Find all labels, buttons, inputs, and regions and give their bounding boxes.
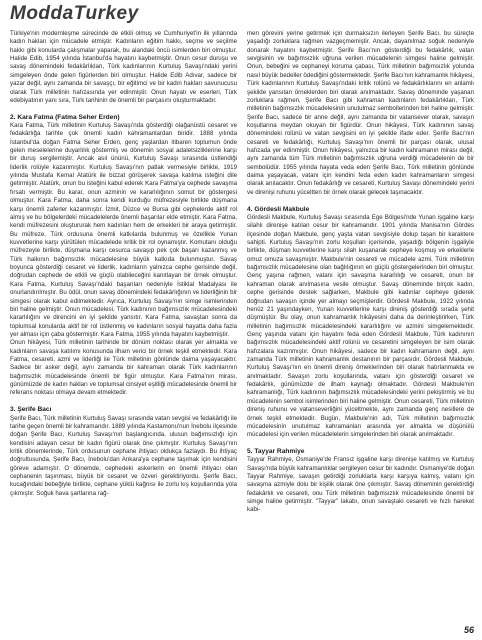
section-5-paragraph-1: Tayyar Rahmiye, Osmaniye'de Fransız işgaline karşı direnişe katılmış ve Kurtuluş Savaşı'nda büyük kahramanlıklar sergileyen cesur bir kadındır. Osmaniye'de doğan Tayyar Rahmiye, savaşın getirdiği zorluklarla karşı karşıya kalmış, vatanı için savaşma azmiyle dolu bir kişilik olarak öne çıkmıştır. Savaş döneminin gerektirdiği fedakârlık ve cesareti, onu Türk milletinin bağımsızlık mücadelesinde önemli bir simge haline getirmiştir. "Tayyar" lakabı, onun savaştaki cesareti ve hızlı hareket kabi-: [247, 456, 474, 514]
paragraph-gap: [10, 105, 237, 113]
magazine-masthead: ModdaTurkey: [10, 3, 139, 24]
section-4-paragraph-1: Gördesli Makbule, Kurtuluş Savaşı sırasında Ege Bölgesi'nde Yunan işgaline karşı silahlı direnişe katılan cesur bir kahramandır. 1901 yılında Manisa'nın Gördes ilçesinde doğan Makbule, genç yaşta vatan sevgisiyle dolup taşan bir karaktere sahipti. Kurtuluş Savaşı'nın zorlu koşulları içerisinde, yaşadığı bölgenin işgaliyle birlikte, düşman kuvvetlerine karşı silah kuşanarak cepheye koşmuş ve erkeklerle omuz omuza savaşmıştır. Makbule'nin cesareti ve mücadele azmi, Türk milletinin bağımsızlık mücadelesine olan bağlılığının en güçlü göstergelerinden biri olmuştur. Genç yaşına rağmen, vatanı için savaşma kararlılığı ve cesareti, onun bir kahraman olarak anılmasına vesile olmuştur. Savaş döneminde birçok kadın, cephe gerisinde destek sağlarken, Makbule gibi kadınlar cepheye giderek doğrudan savaşın içinde yer almayı seçmişlerdir. Gördesli Makbule, 1922 yılında henüz 21 yaşındayken, Yunan kuvvetlerine karşı direniş gösterdiği sırada şehit düşmüştür. Bu olay, onun kahramanlık hikâyesini daha da derinleştirirken, Türk milletinin bağımsızlık mücadelesindeki kararlılığını ve azmini simgelemektedir. Genç yaşında vatanı için hayatını feda eden Gördesli Makbule, Türk kadınının bağımsızlık mücadelesindeki aktif rolünü ve cesaretini simgeleyen bir isim olarak hafızalara kazınmıştır. Onun hikâyesi, sadece bir kadın kahramanın değil, aynı zamanda Türk milletinin kahramanlık destanının bir parçasıdır. Gördesli Makbule, Kurtuluş Savaşı'nın en önemli direniş örneklerinden biri olarak hatırlanmakta ve anılmaktadır. Savaşın zorlu koşullarında, vatanı için gösterdiği cesaret ve fedakârlık, günümüzde de ilham kaynağı olmaktadır. Gördesli Makbule'nin kahramanlığı, Türk kadınının bağımsızlık mücadelesindeki yerini pekiştirmiş ve bu mücadelenin sembol isimlerinden biri haline gelmiştir. Onun cesareti, Türk milletinin direniş ruhunu ve vatanseverliğini yüceltmekte, aynı zamanda genç nesillere de örnek teşkil etmektedir. Bugün, Makbule'nin adı, Türk milletinin bağımsızlık mücadelesinin unutulmaz kahramanları arasında yer almakta ve düşünülü mücadelesi için verilen mücadelelerin simgelerinden biri olarak anılmaktadır.: [247, 213, 474, 439]
section-3-continuation: men görevini yerine getirmek için durmaksızın ilerleyen Şerife Bacı, bu süreçte yaşadığı zorluklara rağmen vazgeçmemiştir. Ancak, dayanılmaz soğuk nedeniyle donarak hayatını kaybetmiştir. Şerife Bacı'nın gösterdiği bu fedakârlık, vatan sevgisinin ve bağımsızlık uğruna verilen mücadelenin simgesi haline gelmiştir. Onun, bebeğini ve cephaneyi koruma çabası, Türk milletinin bağımsızlık yolunda nasıl büyük bedeller ödediğini göstermektedir. Şerife Bacı'nın kahramanlık hikâyesi, Türk kadınlarının Kurtuluş Savaşı'ndaki kritik rolünü ve fedakârlıklarını en anlamlı şekilde yansıtan örneklerden biri olarak anılmaktadır. Savaş döneminde yaşanan zorluklara rağmen, Şerife Bacı gibi kahraman kadınların fedakârlıkları, Türk milletinin bağımsızlık mücadelesinin unutulmaz sembollerinden biri haline gelmiştir. Şerife Bacı, sadece bir anne değil, aynı zamanda bir vatansever olarak, savaşın koşullarına meydan okuyan bir figürdür. Onun hikâyesi, Türk kadınının savaş dönemindeki rolünü ve vatan sevgisini en iyi şekilde ifade eder. Şerife Bacı'nın cesareti ve fedakârlığı, Kurtuluş Savaşı'nın önemli bir parçası olarak, ulusal hafızada yer edinmiştir. Onun hikâyesi, yalnızca bir kadın kahramanın mirası değil, aynı zamanda tüm Türk milletinin bağımsızlık uğruna verdiği mücadelenin de bir sembolüdür. 1955 yılında hayata veda eden Şerife Bacı, Türk milletinin gönlünde daima yaşayacak, vatanı için kendini feda eden kadın kahramanların simgesi olarak anılacaktır. Onun fedakârlığı ve cesareti, Kurtuluş Savaşı dönemindeki yerini ve direnişi ruhunu yüceltten bir örnek olarak gelecek taşınacaktır.: [247, 30, 474, 196]
intro-paragraph: Türkiye'nin modernleşme sürecinde de etkili olmuş ve Cumhuriyet'in ilk yıllarında kadın hakları için mücadele etmiştir. Kadınların eğitim hakkı, seçme ve seçilme hakkı gibi konularda çalışmalar yaparak, bu alandaki öncü isimlerden biri olmuştur. Halide Edib, 1954 yılında İstanbul'da hayatını kaybetmiştir. Onun cesur duruşu ve savaş dönemindeki fedakârlıkları, Türk kadınlarının Kurtuluş Savaşı'ndaki yerini simgeleyen önde gelen figürlerden biri olmuştur. Halide Edib Adıvar, sadece bir yazar değil, aynı zamanda bir savaşçı, bir eğitimci ve bir kadın hakları savunucusu olarak Türk milletinin hafızasında yer edinmiştir. Onun hayatı ve eserleri, Türk edebiyatının yanı sıra, Türk tarihinin de önemli bir parçasını oluşturmaktadır.: [10, 30, 237, 104]
paragraph-gap: [10, 398, 237, 406]
page-number: 56: [463, 625, 474, 635]
section-3-paragraph-1: Şerife Bacı, Türk milletinin Kurtuluş Savaşı sırasında vatan sevgisi ve fedakârlığı ile tarihe geçen önemli bir kahramandır. 1889 yılında Kastamonu'nun İnebolu ilçesinde doğan Şerife Bacı, Kurtuluş Savaşı'nın başlangıcında, ulusun bağımsızlığı için kendisini adayan cesur bir kadın figürü olarak öne çıkmıştır. Kurtuluş Savaşı'nın kritik dönemlerinde, Türk ordusunun cephane ihtiyacı oldukça fazlaydı. Bu ihtiyaç doğrultusunda, Şerife Bacı, İnebolu'dan Ankara'ya cephane taşımak için kendisini göreve adamıştır. O dönemde, cephedeki askerlerin en önemli ihtiyacı olan cephanenin taşınması, büyük bir cesaret ve özveri gerektiriyordu. Şerife Bacı, kucağındaki bebeğiyle birlikte, cephane yüklü kağnısı ile zorlu kış koşullarında yola çıkmıştır. Soğuk hava şartlarına rağ-: [10, 414, 237, 497]
left-column: [10, 30, 237, 624]
section-2-heading: 2. Kara Fatma (Fatma Seher Erden): [10, 113, 120, 121]
section-2-paragraph-1: Kara Fatma, Türk milletinin Kurtuluş Savaşı'nda gösterdiği olağanüstü cesaret ve fedakârlığa tarihte çok önemli kadın kahramanlardan biridir. 1888 yılında İstanbul'da doğan Fatma Seher Erden, genç yaşlardan itibaren toplumun önde gelen meselelerine duyarlılık göstermiş ve dönemin sosyal adaletsizliklerine karşı bir duruş sergilemiştir. Ancak asıl ününü, Kurtuluş Savaşı sırasında üstlendiği liderlik rolüyle kazanmıştır. Kurtuluş Savaşı'nın patlak vermesiyle birlikte, 1919 yılında Mustafa Kemal Atatürk ile bizzat görüşerek savaşa katılma isteğini dile getirmiştir. Atatürk, onun bu isteğini kabul ederek Kara Fatma'ya cephede savaşma fırsatı vermiştir. Bu karar, onun azminin ve kararlılığının somut bir göstergesi olmuştur. Kara Fatma, daha sonra kendi kurduğu müfrezesiyle birlikte düşmana karşı önemli zaferler kazanmıştır. İzmit, Düzce ve Bursa gibi cephelerde aktif rol almış ve bu bölgelerdeki mücadelelerde önemli başarılar elde etmiştir. Kara Fatma, kendi müfrezesini oluştururak hem kadınları hem de erkekleri bir araya getirmiştir. Bu müfreze, Türk ordusuna önemli katkılarda bulunmuş ve özellikle Yunan kuvvetlerine karşı yürütülen mücadelede kritik bir rol oynamıştır. Komutanı olduğu müfrezeyle birlikte, düşmana karşı cesurca savaşıp pek çok başarı kazanmış ve Türk halkının bağımsızlık mücadelesine büyük katkıda bulunmuştur. Savaş boyunca gösterdiği cesaret ve liderlik, kadınların yalnızca cephe gerisinde değil, doğrudan cephede de etkili ve güçlü olabileceğini kanıtlayan bir örnek olmuştur. Kara Fatma, Kurtuluş Savaşı'ndaki başarıları nedeniyle İstiklal Madalyası ile onurlandırılmıştır. Bu ödül, onun savaş dönemindeki fedakârlığının ve liderliğinin bir simgesi olarak kabul edilmektedir. Ayrıca, Kurtuluş Savaşı'nın simge isimlerinden biri haline gelmiştir. Onun mücadelesi, Türk kadınının bağımsızlık mücadelesindeki kararlılığını ve direncini en iyi şekilde yansıtır. Kara Fatma, savaştan sonra da toplumsal konularda aktif bir rol üstlenmiş ve kadınların sosyal hayatta daha fazla yer alması için çaba göstermiştir. Kara Fatma, 1955 yılında hayatını kaybetmiştir.: [10, 121, 237, 338]
paragraph-gap: [247, 440, 474, 448]
paragraph-gap: [247, 197, 474, 205]
section-2-paragraph-2: Onun hikâyesi, Türk milletinin tarihinde bir dönüm noktası olarak yer almakta ve kadınların savaşa katılımı konusunda ilham verici bir örnek teşkil etmektedir. Kara Fatma, cesareti, azmi ve liderliği ile Türk milletinin gönlünde daima yaşayacaktır. Sadece bir asker değil, aynı zamanda bir kahraman olarak Türk kadınlarının bağımsızlık mücadelesinde önemli bir figür olmuştur. Kara Fatma'nın mirası, günümüzde de kadın hakları ve toplumsal cinsiyet eşitliği mücadelesinde önemli bir referans noktası olmaya devam etmektedir.: [10, 339, 237, 397]
section-5-heading: 5. Tayyar Rahmiye: [247, 447, 305, 455]
section-4-heading: 4. Gördesli Makbule: [247, 205, 310, 213]
section-3-heading: 3. Şerife Bacı: [10, 406, 52, 414]
right-column: [247, 30, 474, 624]
